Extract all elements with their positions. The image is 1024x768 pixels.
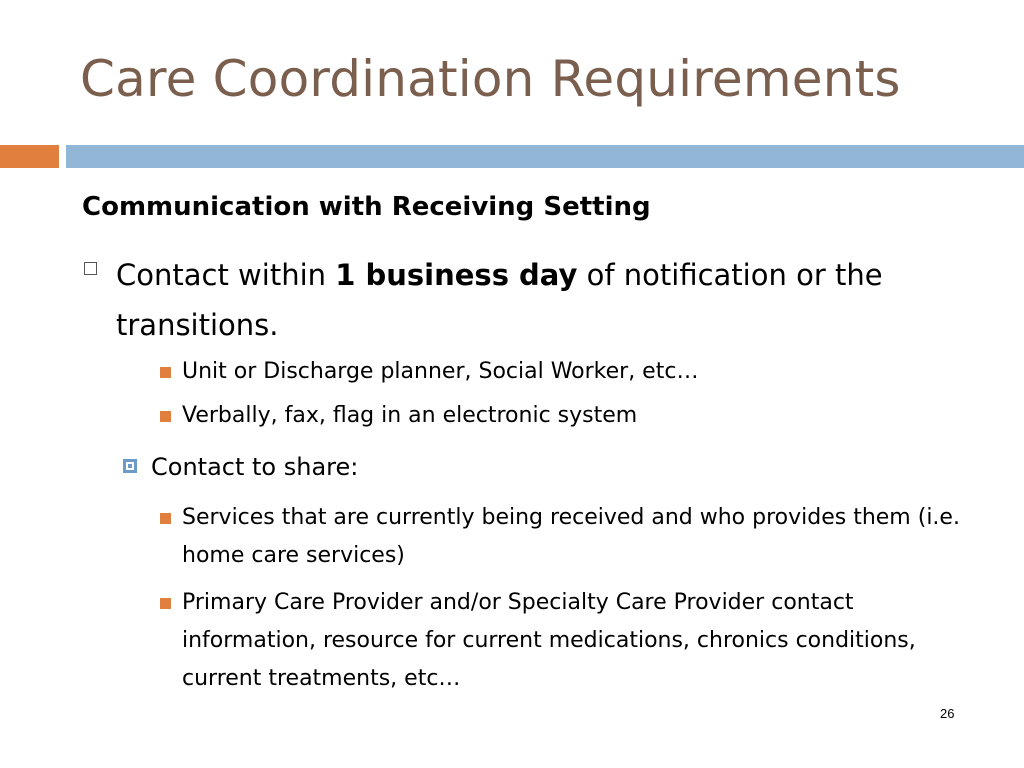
sub-bullet-services: Services that are currently being received and who provides them (i.e. home care services) — [182, 505, 960, 568]
accent-bar-orange — [0, 145, 59, 168]
sub-bullet-verbally: Verbally, fax, flag in an electronic system — [182, 403, 638, 428]
sub-bullet-planner: Unit or Discharge planner, Social Worker, etc… — [182, 359, 699, 384]
slide-title: Care Coordination Requirements — [80, 50, 901, 108]
bullet-text-prefix: Contact within — [116, 258, 336, 292]
page-number: 26 — [940, 706, 955, 721]
bullet-contact-within — [116, 250, 996, 350]
orange-square-bullet-icon — [160, 411, 171, 422]
bullet-contact-to-share: Contact to share: — [151, 453, 359, 481]
accent-bar-blue — [66, 145, 1024, 168]
orange-square-bullet-icon — [160, 513, 171, 524]
sub-bullet-primary-care: Primary Care Provider and/or Specialty Care Provider contact information, resource for current medications, chronics conditions, current treatments, etc… — [182, 590, 916, 691]
orange-square-bullet-icon — [160, 367, 171, 378]
bullet-text-suffix: of notification or the transitions. — [116, 258, 883, 342]
section-subheading: Communication with Receiving Setting — [82, 192, 651, 222]
blue-square-bullet-icon — [123, 459, 137, 473]
orange-square-bullet-icon — [160, 598, 171, 609]
bullet-text-bold: 1 business day — [335, 258, 578, 292]
hollow-square-bullet-icon — [84, 262, 97, 275]
